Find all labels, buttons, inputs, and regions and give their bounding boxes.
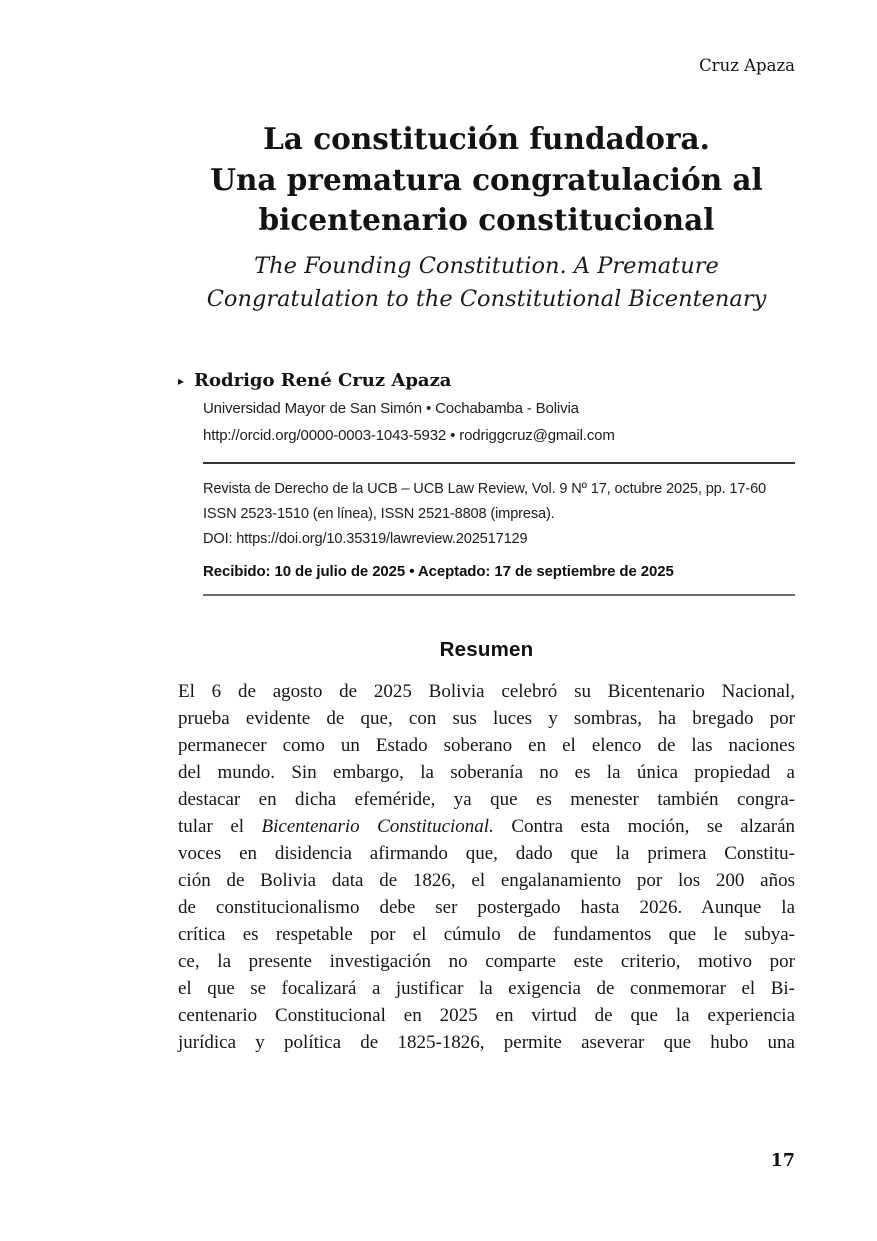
abstract-line: jurídica y política de 1825-1826, permite aseverar que hubo una	[178, 1032, 795, 1053]
article-title-line: bicentenario constitucional	[258, 202, 715, 237]
abstract-line: el que se focalizará a justificar la exigencia de conmemorar el Bi-	[178, 978, 795, 999]
author-contact: http://orcid.org/0000-0003-1043-5932 • rodriggcruz@gmail.com	[203, 427, 615, 444]
abstract-body	[178, 678, 795, 1056]
abstract-line: ce, la presente investigación no comparte este criterio, motivo por	[178, 951, 795, 972]
journal-issn: ISSN 2523-1510 (en línea), ISSN 2521-8808 (impresa).	[203, 506, 555, 522]
triangle-bullet-icon: ▸	[178, 373, 185, 388]
abstract-heading: Resumen	[439, 638, 534, 661]
abstract-line-text: Contra esta moción, se alzarán	[493, 816, 796, 837]
abstract-line: centenario Constitucional en 2025 en virtud de que la experiencia	[178, 1005, 795, 1026]
abstract-line: permanecer como un Estado soberano en el elenco de las naciones	[178, 735, 795, 756]
journal-info-block	[203, 477, 795, 552]
journal-doi: DOI: https://doi.org/10.35319/lawreview.202517129	[203, 531, 528, 547]
page-number: 17	[770, 1151, 795, 1171]
running-header: Cruz Apaza	[699, 56, 795, 75]
abstract-line	[178, 813, 795, 840]
article-subtitle-line: The Founding Constitution. A Premature	[254, 253, 719, 279]
article-subtitle-line: Congratulation to the Constitutional Bicentenary	[206, 286, 767, 312]
abstract-line-italic-text: Bicentenario Constitucional.	[261, 816, 494, 837]
journal-citation: Revista de Derecho de la UCB – UCB Law Review, Vol. 9 Nº 17, octubre 2025, pp. 17-60	[203, 481, 767, 497]
article-title-line: Una prematura congratulación al	[210, 161, 763, 197]
abstract-line: del mundo. Sin embargo, la soberanía no es la única propiedad a	[178, 762, 795, 783]
abstract-line: destacar en dicha efeméride, ya que es menester también congra-	[178, 789, 795, 810]
abstract-line: voces en disidencia afirmando que, dado que la primera Constitu-	[178, 843, 795, 864]
abstract-line: prueba evidente de que, con sus luces y sombras, ha bregado por	[178, 708, 795, 729]
divider-bottom	[203, 594, 795, 596]
article-subtitle	[130, 250, 843, 316]
abstract-line: El 6 de agosto de 2025 Bolivia celebró su Bicentenario Nacional,	[178, 681, 795, 702]
article-title-line: La constitución fundadora.	[263, 121, 710, 156]
received-accepted-dates: Recibido: 10 de julio de 2025 • Aceptado: 17 de septiembre de 2025	[203, 563, 674, 580]
author-row	[178, 370, 451, 391]
abstract-line: de constitucionalismo debe ser postergado hasta 2026. Aunque la	[178, 897, 795, 918]
abstract-line-text: tular el	[178, 816, 262, 837]
author-affiliation-block	[203, 395, 795, 449]
article-title	[130, 119, 843, 241]
abstract-line: ción de Bolivia data de 1826, el engalanamiento por los 200 años	[178, 870, 795, 891]
divider-top	[203, 462, 795, 464]
author-name: Rodrigo René Cruz Apaza	[194, 370, 452, 391]
author-affiliation: Universidad Mayor de San Simón • Cochabamba - Bolivia	[203, 400, 579, 417]
abstract-line: crítica es respetable por el cúmulo de fundamentos que le subya-	[178, 924, 795, 945]
